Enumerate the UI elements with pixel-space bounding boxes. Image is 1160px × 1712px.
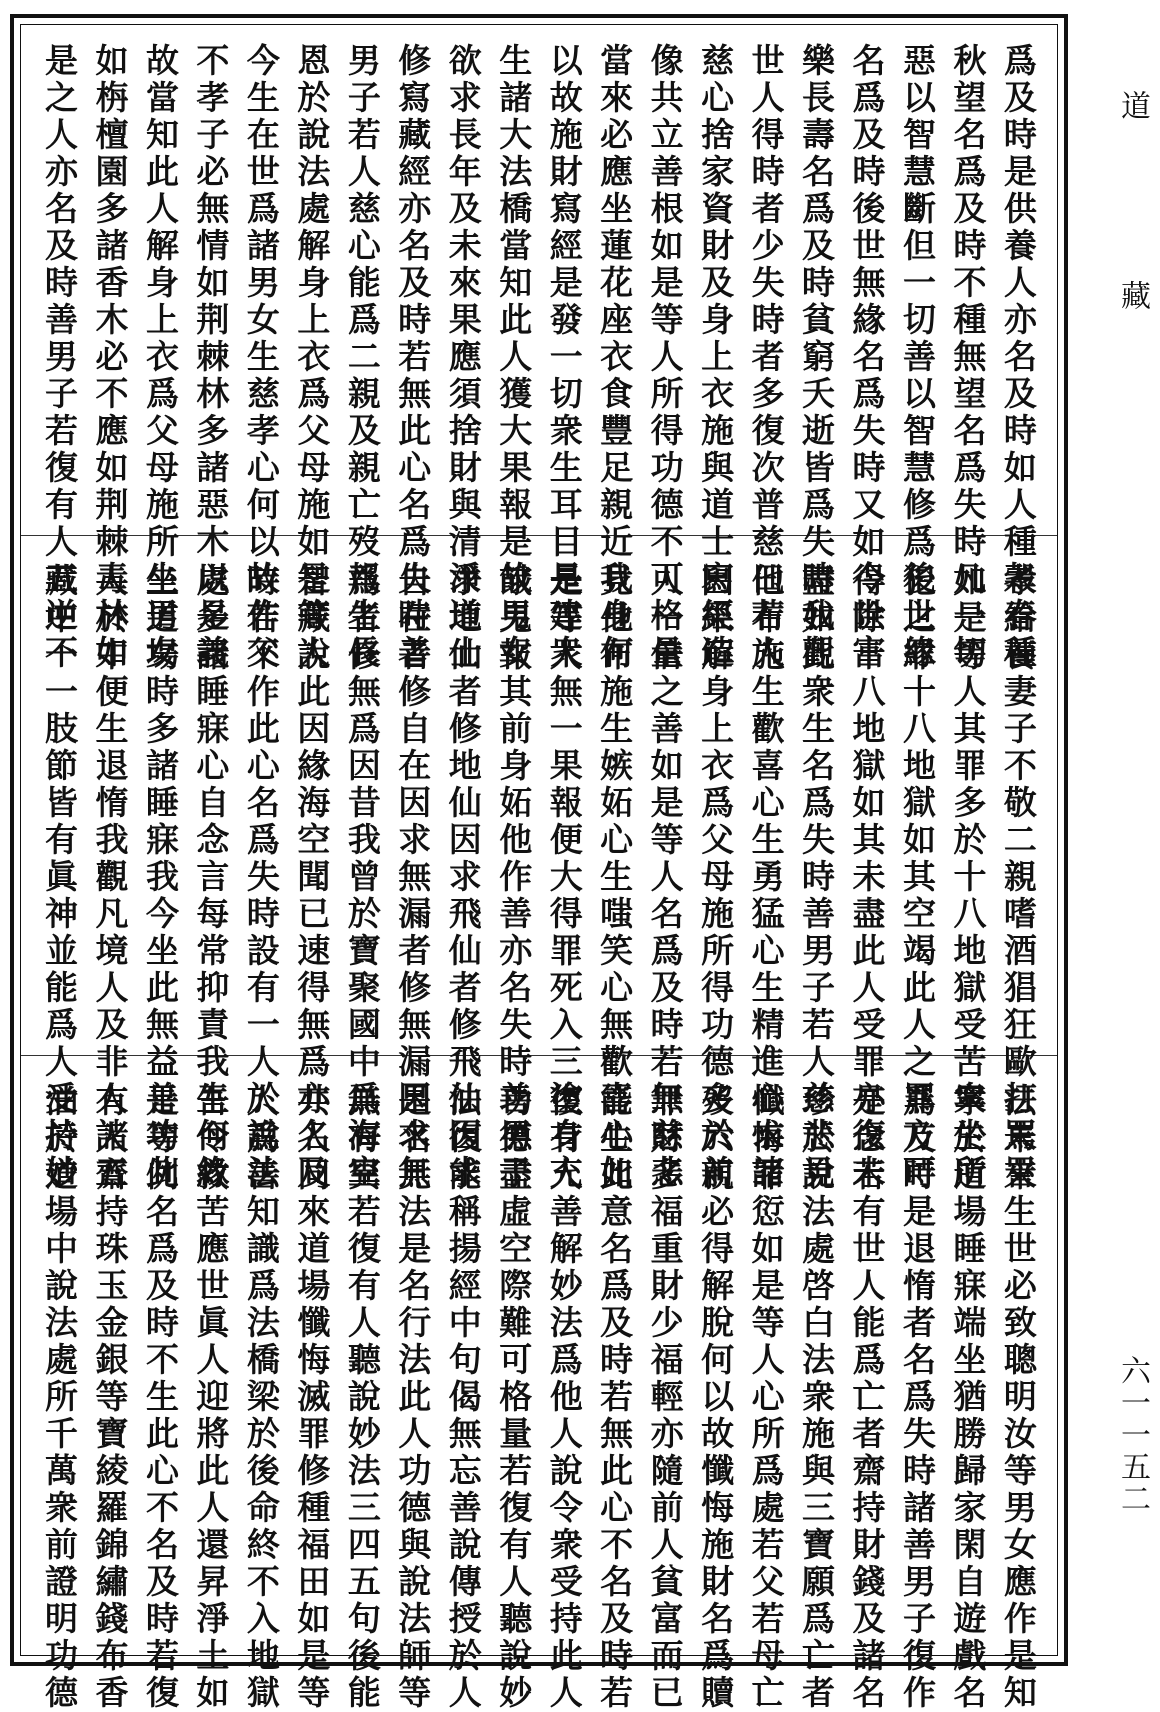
text-column: 得除十八地獄如其未盡此人受罪亦復未 bbox=[847, 563, 887, 1192]
text-column: 見他布施生嫉妬心生嗤笑心無歡喜心如 bbox=[595, 563, 635, 1192]
text-column: 時若不作此心名爲失時設有一人於說法 bbox=[241, 563, 281, 1192]
text-column: 寧於道場睡寐端坐猶勝歸家閑自遊戲名 bbox=[948, 1083, 988, 1712]
text-column: 法復能稱揚經中句偈無忘善說傳授於人 bbox=[443, 1083, 483, 1712]
text-column: 歿六親必得解脫何以故懺悔施財名爲贖 bbox=[696, 1083, 736, 1712]
text-column: 他布施生歡喜心生勇猛心生精進心求諸 bbox=[746, 563, 786, 1192]
text-column: 是等人無一果報便大得罪死入三塗身充 bbox=[544, 563, 584, 1192]
text-column: 因果解身上衣爲父母施所得功德多於前 bbox=[696, 563, 736, 1192]
text-column: 是名見法是名行法此人功德與說法師等 bbox=[393, 1083, 433, 1712]
text-column: 是之人亦名及時善男子若復有人五逆不 bbox=[40, 43, 79, 672]
text-column: 人爲善知識爲法橋梁於後命終不入地獄 bbox=[241, 1083, 281, 1712]
margin-page-number: 六一一五二 bbox=[1115, 1355, 1150, 1515]
text-column: 樂長壽名爲及時貧窮夭逝皆爲失時我觀 bbox=[797, 43, 837, 672]
text-column: 恩於說法處解身上衣爲父母施如是等人 bbox=[292, 43, 332, 672]
text-column: 人於中便生退惰我觀凡境人及非人諸五 bbox=[90, 563, 130, 1192]
text-column: 復有人善解妙法爲他人說令衆受持此人 bbox=[544, 1083, 584, 1712]
text-column: 像共立善根如是等人所得功德不可格量 bbox=[645, 43, 685, 672]
text-column: 孝給養妻子不敬二親嗜酒猖狂歐打罵詈 bbox=[998, 563, 1038, 1192]
text-column: 法未來生世必致聰明汝等男女應作是知 bbox=[998, 1083, 1038, 1712]
text-register-top bbox=[40, 43, 1038, 672]
text-column: 是等例名爲及時不生此心不名及時若復 bbox=[140, 1083, 180, 1712]
margin-title-bottom: 藏 bbox=[1115, 280, 1150, 310]
text-register-middle bbox=[40, 563, 1038, 1192]
text-column: 智藏說此因緣海空聞已速得無爲亦名及 bbox=[292, 563, 332, 1192]
text-column: 名爲及時後世無緣名爲失時又如今世富 bbox=[847, 43, 887, 672]
text-column: 珍於說法處啓白法衆施與三寶願爲亡者 bbox=[797, 1083, 837, 1712]
text-column: 欲求長年及未來果應須捨財與清淨道士 bbox=[443, 43, 483, 672]
text-column: 有人齋持珠玉金銀等寶綾羅錦繡錢布香 bbox=[90, 1083, 130, 1712]
text-column: 故當知此人解身上衣爲父母施所生男女 bbox=[140, 43, 180, 672]
text-column: 自在者修自在因求無漏者修無漏因求無 bbox=[393, 563, 433, 1192]
text-column: 當來必應坐蓮花座衣食豐足親近我身何 bbox=[595, 43, 635, 672]
text-column: 處多諸睡寐心自念言每常抑責我生何緣 bbox=[191, 563, 231, 1192]
text-column: 吾令救苦應世眞人迎將此人還昇淨土如 bbox=[191, 1083, 231, 1712]
text-column: 爲及時是退惰者名爲失時諸善男子復作 bbox=[897, 1083, 937, 1712]
text-column: 盡如此衆生名爲失時善男子若人慈悲見 bbox=[797, 563, 837, 1192]
text-column: 能生此意名爲及時若無此心不名及時若 bbox=[595, 1083, 635, 1712]
text-column: 藏中一一肢節皆有眞神並能爲人受持妙 bbox=[40, 563, 79, 1192]
text-column: 爲者修無爲因昔我曾於寶聚國中爲海空 bbox=[342, 563, 382, 1192]
text-column: 如栴檀園多諸香木必不應如荆棘毒林如 bbox=[90, 43, 130, 672]
text-column: 犯之罪十八地獄如其空竭此人之罪方可 bbox=[897, 563, 937, 1192]
text-column: 求地仙者修地仙因求飛仙者修飛仙因求 bbox=[443, 563, 483, 1192]
text-column: 以故施財寫經是發一切衆生耳目是建衆 bbox=[544, 43, 584, 672]
text-column: 爲及時是供養人亦名及時如人種穀春種 bbox=[998, 43, 1038, 672]
text-column: 人一倍之善如是等人名爲及時若無慈悲 bbox=[645, 563, 685, 1192]
text-column: 秋望名爲及時不種無望名爲失時凡一切 bbox=[948, 43, 988, 672]
text-column: 功德盡虛空際難可格量若復有人聽說妙 bbox=[494, 1083, 534, 1712]
text-column: 惡以智慧斷但一切善以智慧修爲後世緣 bbox=[897, 43, 937, 672]
text-column: 懺悔罪愆如是等人心所爲處若父若母亡 bbox=[746, 1083, 786, 1712]
text-column: 是念若有世人能爲亡者齋持財錢及諸名 bbox=[847, 1083, 887, 1712]
page-frame bbox=[10, 14, 1068, 1712]
text-column: 共人同來道場懺悔滅罪修種福田如是等 bbox=[292, 1083, 332, 1712]
text-column: 油於道場中說法處所千萬衆前證明功德 bbox=[40, 1083, 79, 1712]
margin-title-top: 道 bbox=[1115, 90, 1150, 120]
text-column: 今生在世爲諸男女生慈孝心何以故作父 bbox=[241, 43, 281, 672]
text-column: 修寫藏經亦名及時若無此心名爲失時善 bbox=[393, 43, 433, 672]
text-column: 罪財多福重財少福輕亦隨前人貧富而已 bbox=[645, 1083, 685, 1712]
text-column: 如是等人其罪多於十八地獄受苦衆生所 bbox=[948, 563, 988, 1192]
text-column: 慈心捨家資財及身上衣施與道士寫經造 bbox=[696, 43, 736, 672]
text-column: 餓鬼報其前身妬他作善亦名失時善男子 bbox=[494, 563, 534, 1192]
text-register-bottom bbox=[40, 1083, 1038, 1712]
text-column: 無有異若復有人聽說妙法三四五句後能 bbox=[342, 1083, 382, 1712]
text-column: 生諸大法橋當知此人獲大果報是故男女 bbox=[494, 43, 534, 672]
text-column: 不孝子必無情如荆棘林多諸惡木以是義 bbox=[191, 43, 231, 672]
text-column: 男子若人慈心能爲二親及親亡歿報生長 bbox=[342, 43, 382, 672]
text-column: 坐道場時多諸睡寐我今坐此無益善功此 bbox=[140, 563, 180, 1192]
page-frame-inner bbox=[20, 24, 1058, 1712]
text-column: 世人得時者少失時者多復次普慈曰若人 bbox=[746, 43, 786, 672]
